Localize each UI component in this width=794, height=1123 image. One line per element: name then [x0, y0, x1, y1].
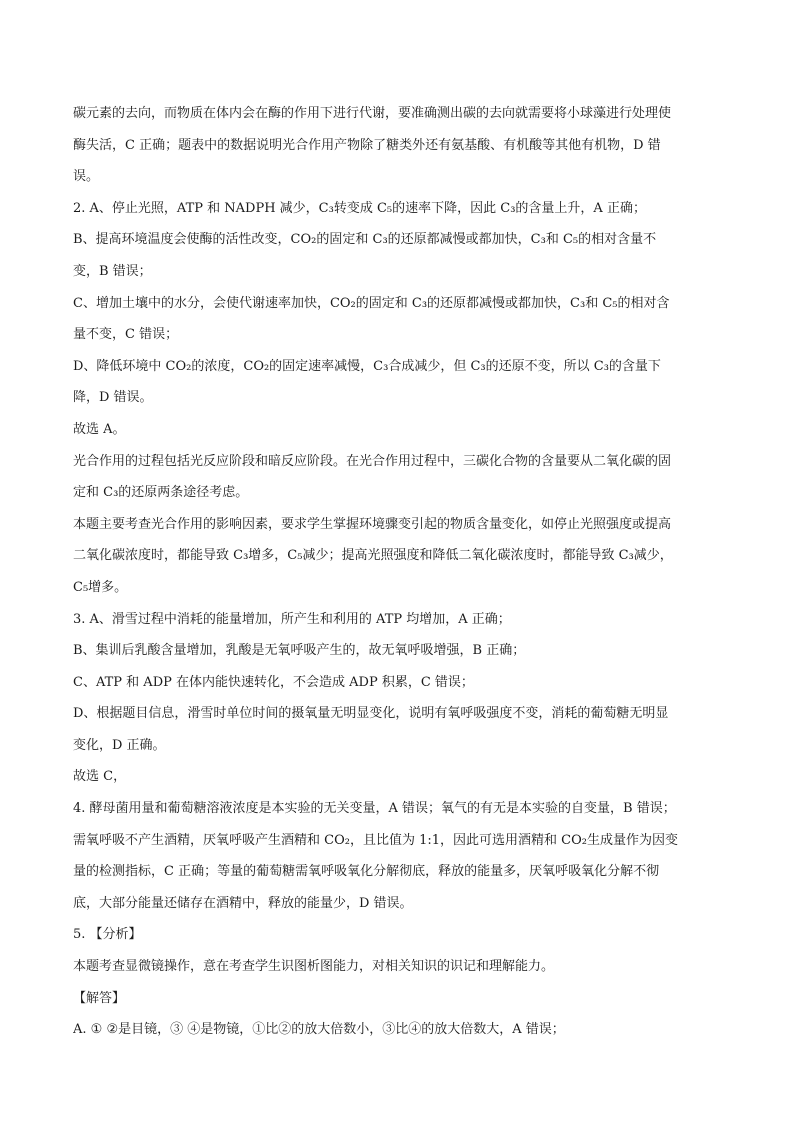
question-2-line: 2. A、停止光照，ATP 和 NADPH 减少，C₃转变成 C₅的速率下降，因此 C₃的含量上升，A 正确； — [73, 200, 646, 216]
text-line: 二氧化碳浓度时，都能导致 C₃增多，C₅减少；提高光照强度和降低二氧化碳浓度时，都能导致 C₃减少， — [73, 548, 673, 564]
text-line: 本题主要考查光合作用的影响因素，要求学生掌握环境骤变引起的物质含量变化，如停止光照强度或提高 — [73, 516, 672, 532]
text-line: 变，B 错误； — [73, 263, 152, 279]
text-line: 光合作用的过程包括光反应阶段和暗反应阶段。在光合作用过程中，三碳化合物的含量要从二氧化碳的固 — [73, 453, 672, 469]
text-line: D、根据题目信息，滑雪时单位时间的摄氧量无明显变化，说明有氧呼吸强度不变，消耗的葡萄糖无明显 — [73, 706, 669, 722]
text-line: 定和 C₃的还原两条途径考虑。 — [73, 485, 249, 501]
text-line: A. ① ②是目镜，③ ④是物镜，①比②的放大倍数小，③比④的放大倍数大，A 错误； — [73, 1022, 565, 1038]
question-3-line: 3. A、滑雪过程中消耗的能量增加，所产生和利用的 ATP 均增加，A 正确； — [73, 611, 511, 627]
answer-text-body — [73, 98, 723, 1046]
text-line: C、增加土壤中的水分，会使代谢速率加快，CO₂的固定和 C₃的还原都减慢或都加快，C₃和 C₅的相对含 — [73, 295, 670, 311]
answer-choice-line: 故选 C， — [73, 769, 127, 785]
text-line: D、降低环境中 CO₂的浓度，CO₂的固定速率减慢，C₃合成减少，但 C₃的还原不变，所以 C₃的含量下 — [73, 358, 661, 374]
text-line: 本题考查显微镜操作，意在考查学生识图析图能力，对相关知识的识记和理解能力。 — [73, 959, 555, 975]
text-line: 碳元素的去向，而物质在体内会在酶的作用下进行代谢，要准确测出碳的去向就需要将小球藻进行处理使 — [73, 106, 672, 121]
section-heading: 【解答】 — [73, 990, 126, 1006]
text-line: C₅增多。 — [73, 579, 128, 595]
question-5-line: 5. 【分析】 — [73, 927, 142, 943]
text-line: 降，D 错误。 — [73, 390, 153, 406]
text-line: C、ATP 和 ADP 在体内能快速转化，不会造成 ADP 积累，C 错误； — [73, 674, 474, 690]
text-line: 变化，D 正确。 — [73, 737, 166, 753]
text-line: B、提高环境温度会使酶的活性改变，CO₂的固定和 C₃的还原都减慢或都加快，C₃和 C₅的相对含量不 — [73, 232, 657, 248]
text-line: 量的检测指标，C 正确；等量的葡萄糖需氧呼吸氧化分解彻底，释放的能量多，厌氧呼吸氧化分解不彻 — [73, 864, 660, 880]
text-line: 酶失活，C 正确；题表中的数据说明光合作用产物除了糖类外还有氨基酸、有机酸等其他有机物，D 错 — [73, 137, 661, 153]
answer-choice-line: 故选 A。 — [73, 421, 126, 437]
text-line: 误。 — [73, 169, 100, 185]
text-line: 需氧呼吸不产生酒精，厌氧呼吸产生酒精和 CO₂，且比值为 1:1，因此可选用酒精和 CO₂生成量作为因变 — [73, 832, 678, 848]
text-line: 底，大部分能量还储存在酒精中，释放的能量少，D 错误。 — [73, 895, 413, 911]
question-4-line: 4. 酵母菌用量和葡萄糖溶液浓度是本实验的无关变量，A 错误；氧气的有无是本实验的自变量，B 错误； — [73, 801, 676, 817]
text-line: B、集训后乳酸含量增加，乳酸是无氧呼吸产生的，故无氧呼吸增强，B 正确； — [73, 643, 526, 659]
text-line: 量不变，C 错误； — [73, 327, 179, 343]
